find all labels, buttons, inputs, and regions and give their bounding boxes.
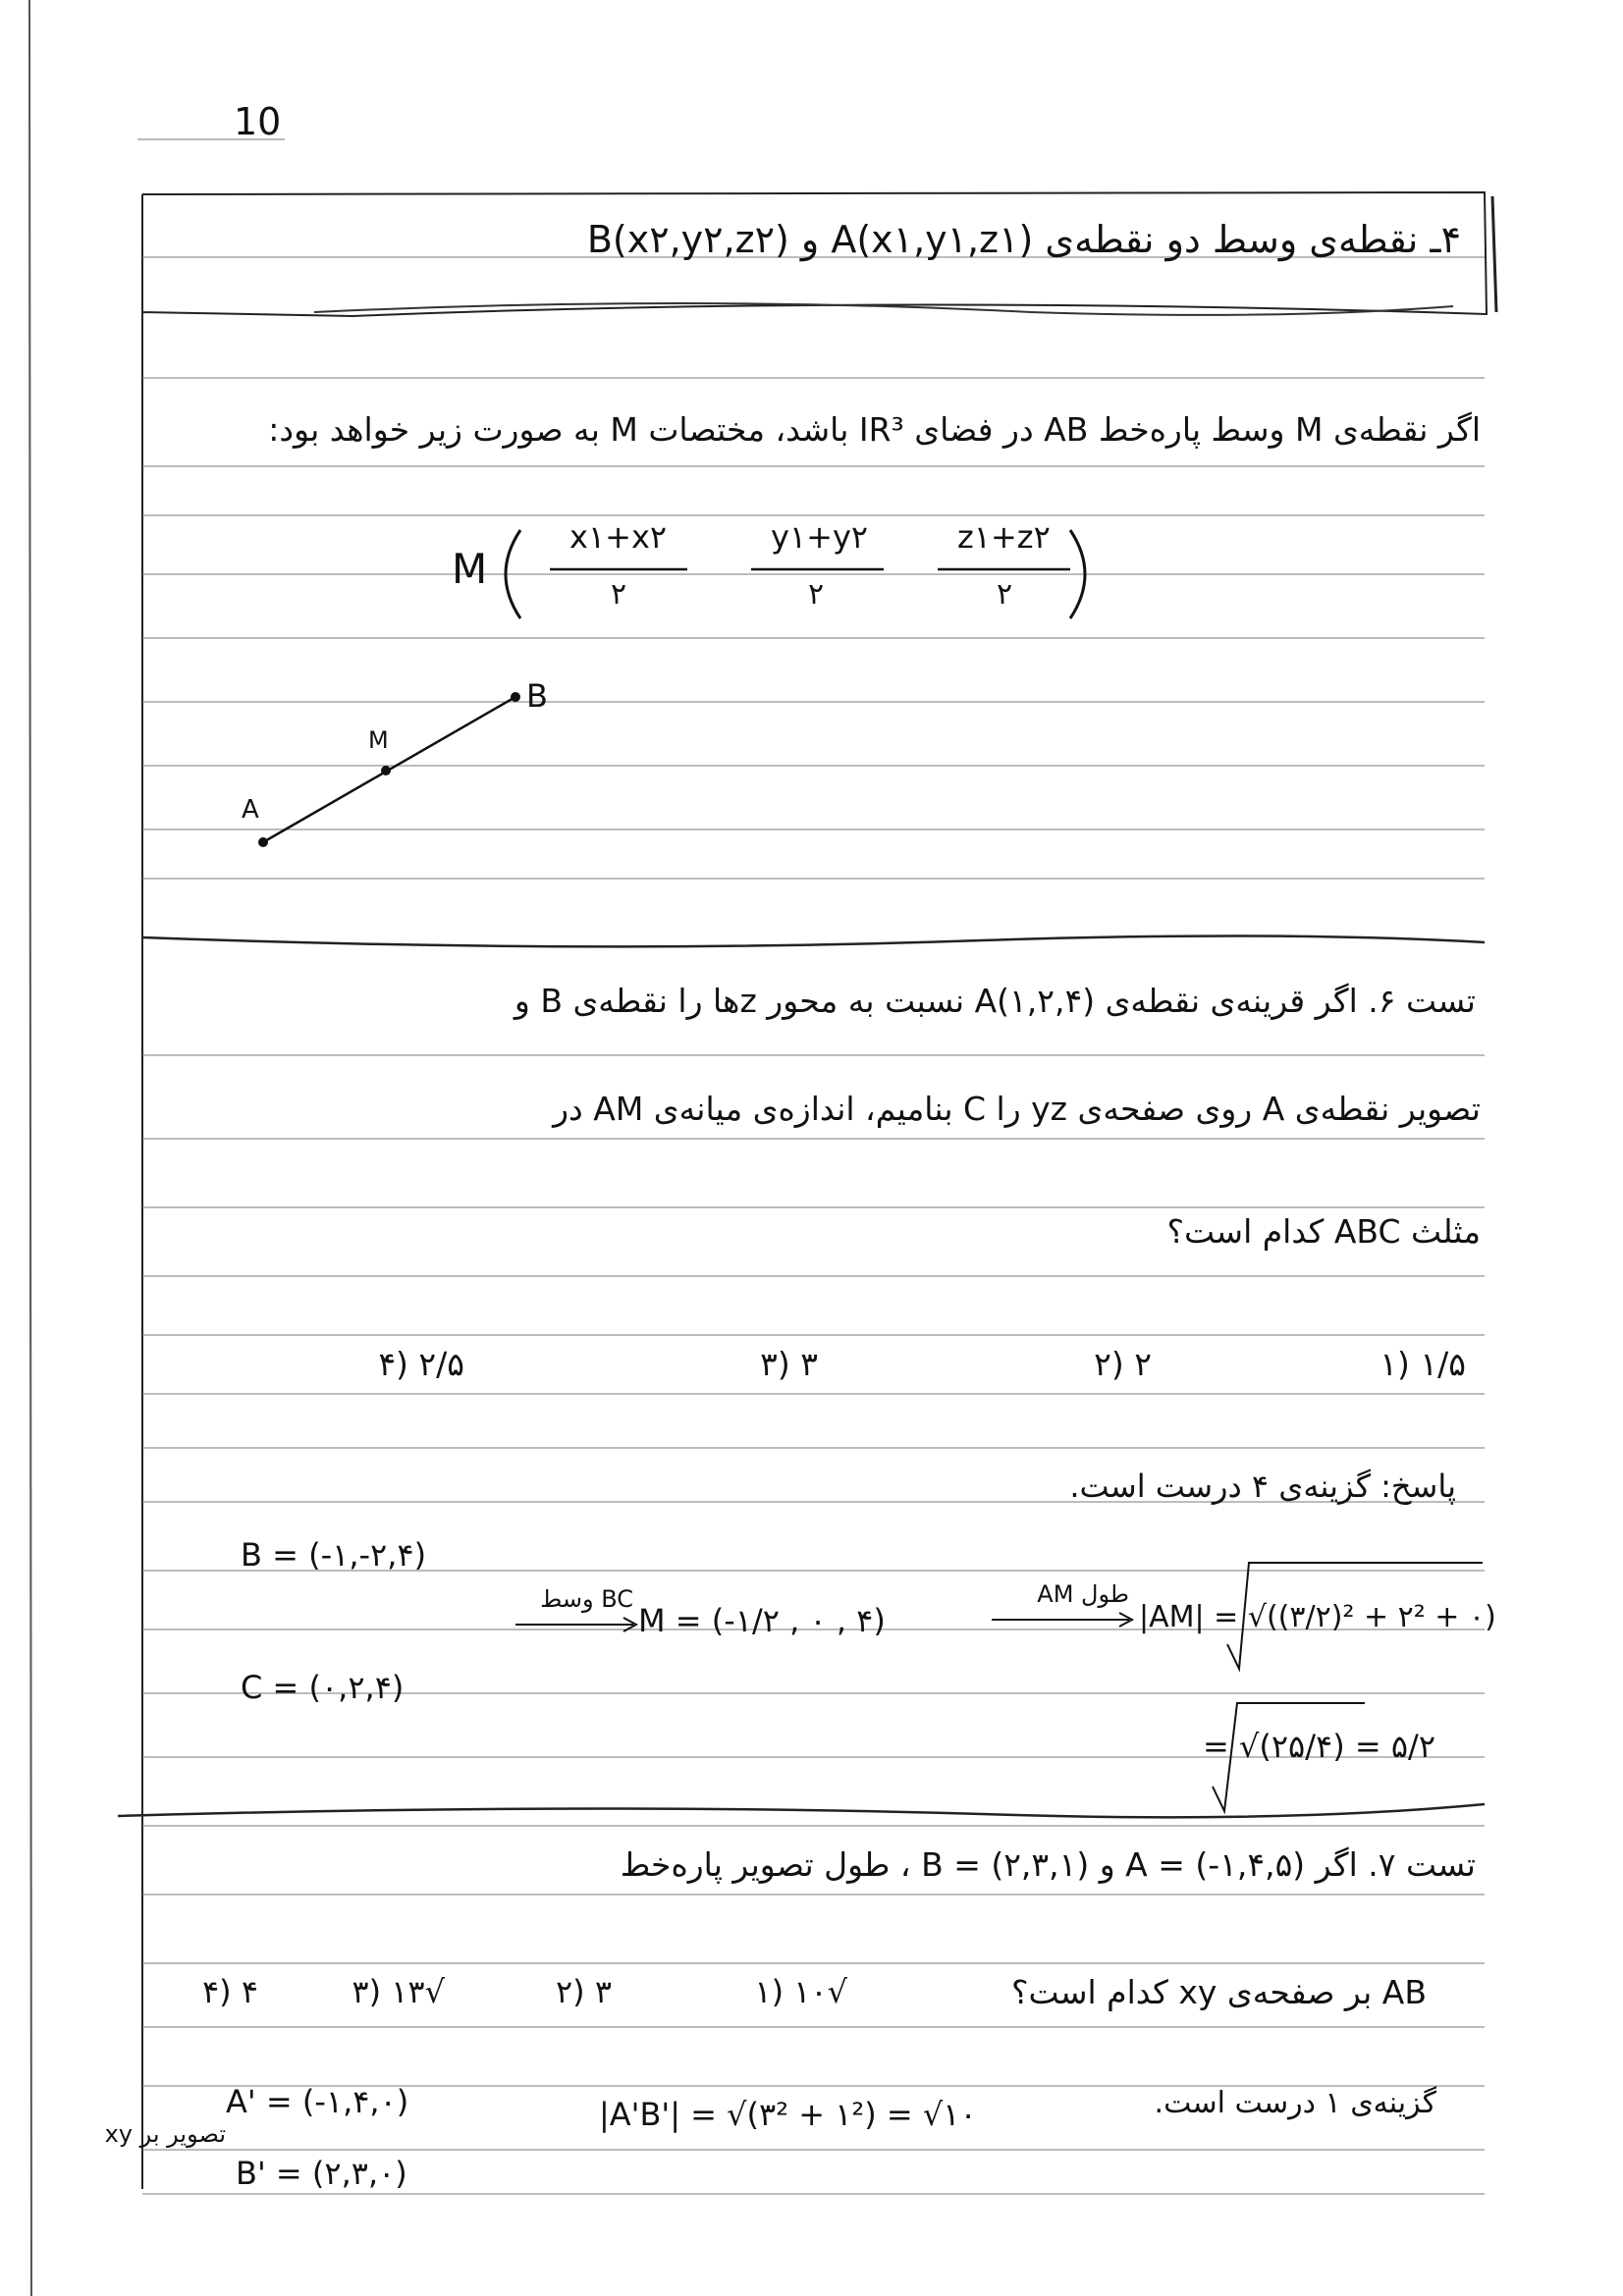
test7-solution-length: |A'B'| = √(۳² + ۱²) = √۱۰ [599, 2096, 977, 2133]
test6-solution-m: M = (-۱/۲ , ۰ , ۴) [638, 1602, 886, 1639]
figure-label-a: A [242, 795, 259, 825]
test6-answer: پاسخ: گزینه‌ی ۴ درست است. [1069, 1468, 1456, 1505]
formula-y-numerator: y۱+y۲ [771, 518, 869, 556]
test7-option-4: ۴ (۴ [201, 1973, 258, 2010]
test6-solution-arrow2-label: طول AM [1037, 1580, 1129, 1608]
test6-solution-arrow1-label: BC وسط [540, 1585, 633, 1613]
test6-solution-b: B = (-۱,-۲,۴) [241, 1536, 427, 1574]
test6-option-2: ۲ (۲ [1094, 1345, 1152, 1383]
test7-solution-a-prime: A' = (-۱,۴,۰) [226, 2083, 409, 2120]
test7-option-3: √۱۳ (۳ [352, 1973, 445, 2010]
test6-question-line2: تصویر نقطه‌ی A روی صفحه‌ی yz را C بنامیم، اندازه‌ی میانه‌ی AM در [553, 1090, 1481, 1128]
page-number: 10 [234, 100, 282, 143]
test6-solution-am: |AM| = √((۳/۲)² + ۲² + ۰) [1139, 1600, 1496, 1634]
formula-z-denominator: ۲ [997, 577, 1013, 612]
section-heading: ۴ـ نقطه‌ی وسط دو نقطه‌ی A(x۱,y۱,z۱) و B(x۲,y۲,z۲) [586, 218, 1461, 261]
test7-answer: گزینه‌ی ۱ درست است. [1154, 2086, 1436, 2120]
figure-label-m: M [368, 726, 389, 754]
formula-y-denominator: ۲ [808, 577, 825, 612]
midpoint-definition: اگر نقطه‌ی M وسط پاره‌خط AB در فضای IR³ باشد، مختصات M به صورت زیر خواهد بود: [268, 410, 1481, 449]
test6-question-line1: تست ۶. اگر قرینه‌ی نقطه‌ی A(۱,۲,۴) نسبت به محور zها را نقطه‌ی B و [514, 982, 1476, 1020]
test6-option-3: ۳ (۳ [760, 1345, 818, 1383]
formula-x-denominator: ۲ [611, 577, 627, 612]
test6-solution-result: = √(۲۵/۴) = ۵/۲ [1203, 1728, 1435, 1765]
formula-lhs: M [452, 545, 488, 593]
test6-option-4: ۲/۵ (۴ [378, 1345, 464, 1383]
test7-solution-b-prime: B' = (۲,۳,۰) [236, 2155, 407, 2192]
test7-option-2: ۳ (۲ [555, 1973, 612, 2010]
formula-x-numerator: x۱+x۲ [569, 518, 668, 556]
test6-solution-c: C = (۰,۲,۴) [241, 1669, 405, 1706]
test7-question-line2: AB بر صفحه‌ی xy کدام است؟ [1010, 1973, 1427, 2011]
test6-option-1: ۱/۵ (۱ [1380, 1345, 1466, 1383]
test7-option-1: √۱۰ (۱ [754, 1973, 847, 2010]
test6-question-line3: مثلث ABC کدام است؟ [1166, 1212, 1481, 1251]
formula-z-numerator: z۱+z۲ [957, 518, 1051, 556]
test7-solution-note: تصویر بر xy [104, 2120, 226, 2148]
figure-label-b: B [526, 677, 548, 715]
test7-question-line1: تست ۷. اگر A = (-۱,۴,۵) و B = (۲,۳,۱) ، طول تصویر پاره‌خط [620, 1845, 1476, 1884]
